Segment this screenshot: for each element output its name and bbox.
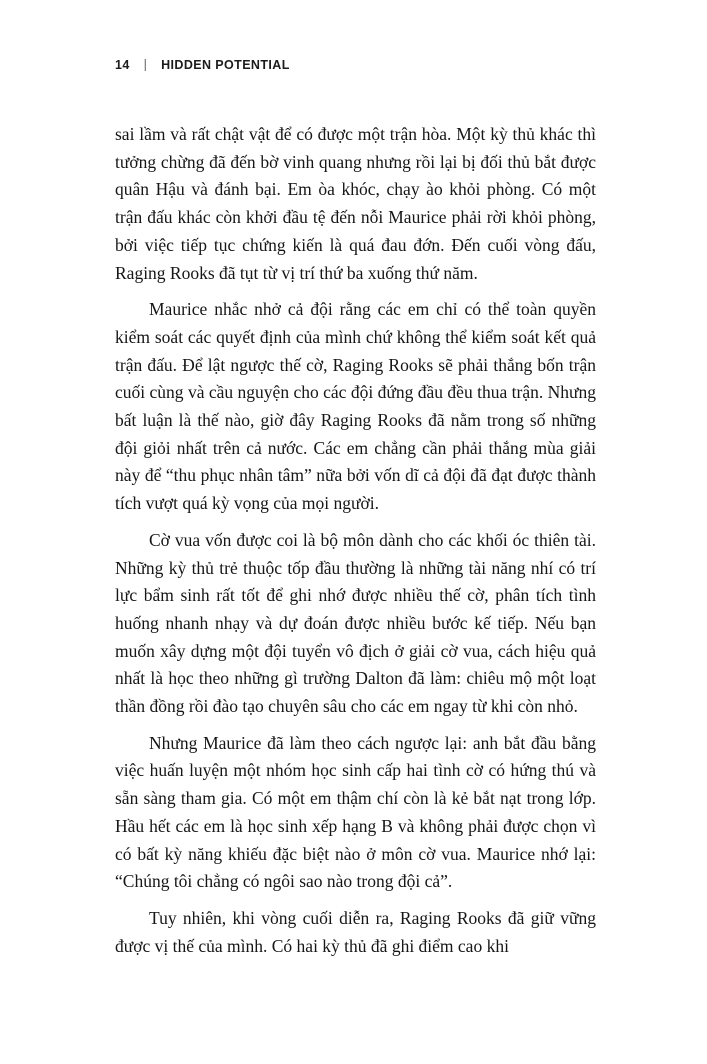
body-text: [115, 121, 596, 960]
page-header: [115, 58, 596, 72]
page-number: 14: [115, 58, 130, 72]
header-separator: |: [143, 58, 148, 72]
paragraph: Cờ vua vốn được coi là bộ môn dành cho các khối óc thiên tài. Những kỳ thủ trẻ thuộc tốp đầu thường là những tài năng nhí có trí lực bẩm sinh rất tốt để ghi nhớ được nhiều thế cờ, phân tích tình huống nhanh nhạy và dự đoán được nhiều bước kế tiếp. Nếu bạn muốn xây dựng một đội tuyển vô địch ở giải cờ vua, cách hiệu quả nhất là học theo những gì trường Dalton đã làm: chiêu mộ một loạt thần đồng rồi đào tạo chuyên sâu cho các em ngay từ khi còn nhỏ.: [115, 529, 596, 717]
paragraph-continuation: sai lầm và rất chật vật để có được một trận hòa. Một kỳ thủ khác thì tưởng chừng đã đến bờ vinh quang nhưng rồi lại bị đối thủ bắt được quân Hậu và đánh bại. Em òa khóc, chạy ào khỏi phòng. Có một trận đấu khác còn khởi đầu tệ đến nỗi Maurice phải rời khỏi phòng, bởi việc tiếp tục chứng kiến là quá đau đớn. Đến cuối vòng đấu, Raging Rooks đã tụt từ vị trí thứ ba xuống thứ năm.: [115, 124, 596, 283]
paragraph: Tuy nhiên, khi vòng cuối diễn ra, Raging Rooks đã giữ vững được vị thế của mình. Có hai kỳ thủ đã ghi điểm cao khi: [115, 907, 596, 956]
paragraph: Maurice nhắc nhở cả đội rằng các em chỉ có thể toàn quyền kiểm soát các quyết định của mình chứ không thể kiểm soát kết quả trận đấu. Để lật ngược thế cờ, Raging Rooks sẽ phải thắng bốn trận cuối cùng và cầu nguyện cho các đội đứng đầu đều thua trận. Nhưng bất luận là thế nào, giờ đây Raging Rooks đã nằm trong số những đội giỏi nhất trên cả nước. Các em chẳng cần phải thắng mùa giải này để “thu phục nhân tâm” nữa bởi vốn dĩ cả đội đã đạt được thành tích vượt quá kỳ vọng của mọi người.: [115, 299, 596, 514]
paragraph: Nhưng Maurice đã làm theo cách ngược lại: anh bắt đầu bằng việc huấn luyện một nhóm học sinh cấp hai tình cờ có hứng thú và sẵn sàng tham gia. Có một em thậm chí còn là kẻ bắt nạt trong lớp. Hầu hết các em là học sinh xếp hạng B và không phải được chọn vì có bất kỳ năng khiếu đặc biệt nào ở môn cờ vua. Maurice nhớ lại: “Chúng tôi chẳng có ngôi sao nào trong đội cả”.: [115, 732, 596, 892]
book-title: HIDDEN POTENTIAL: [161, 58, 290, 72]
